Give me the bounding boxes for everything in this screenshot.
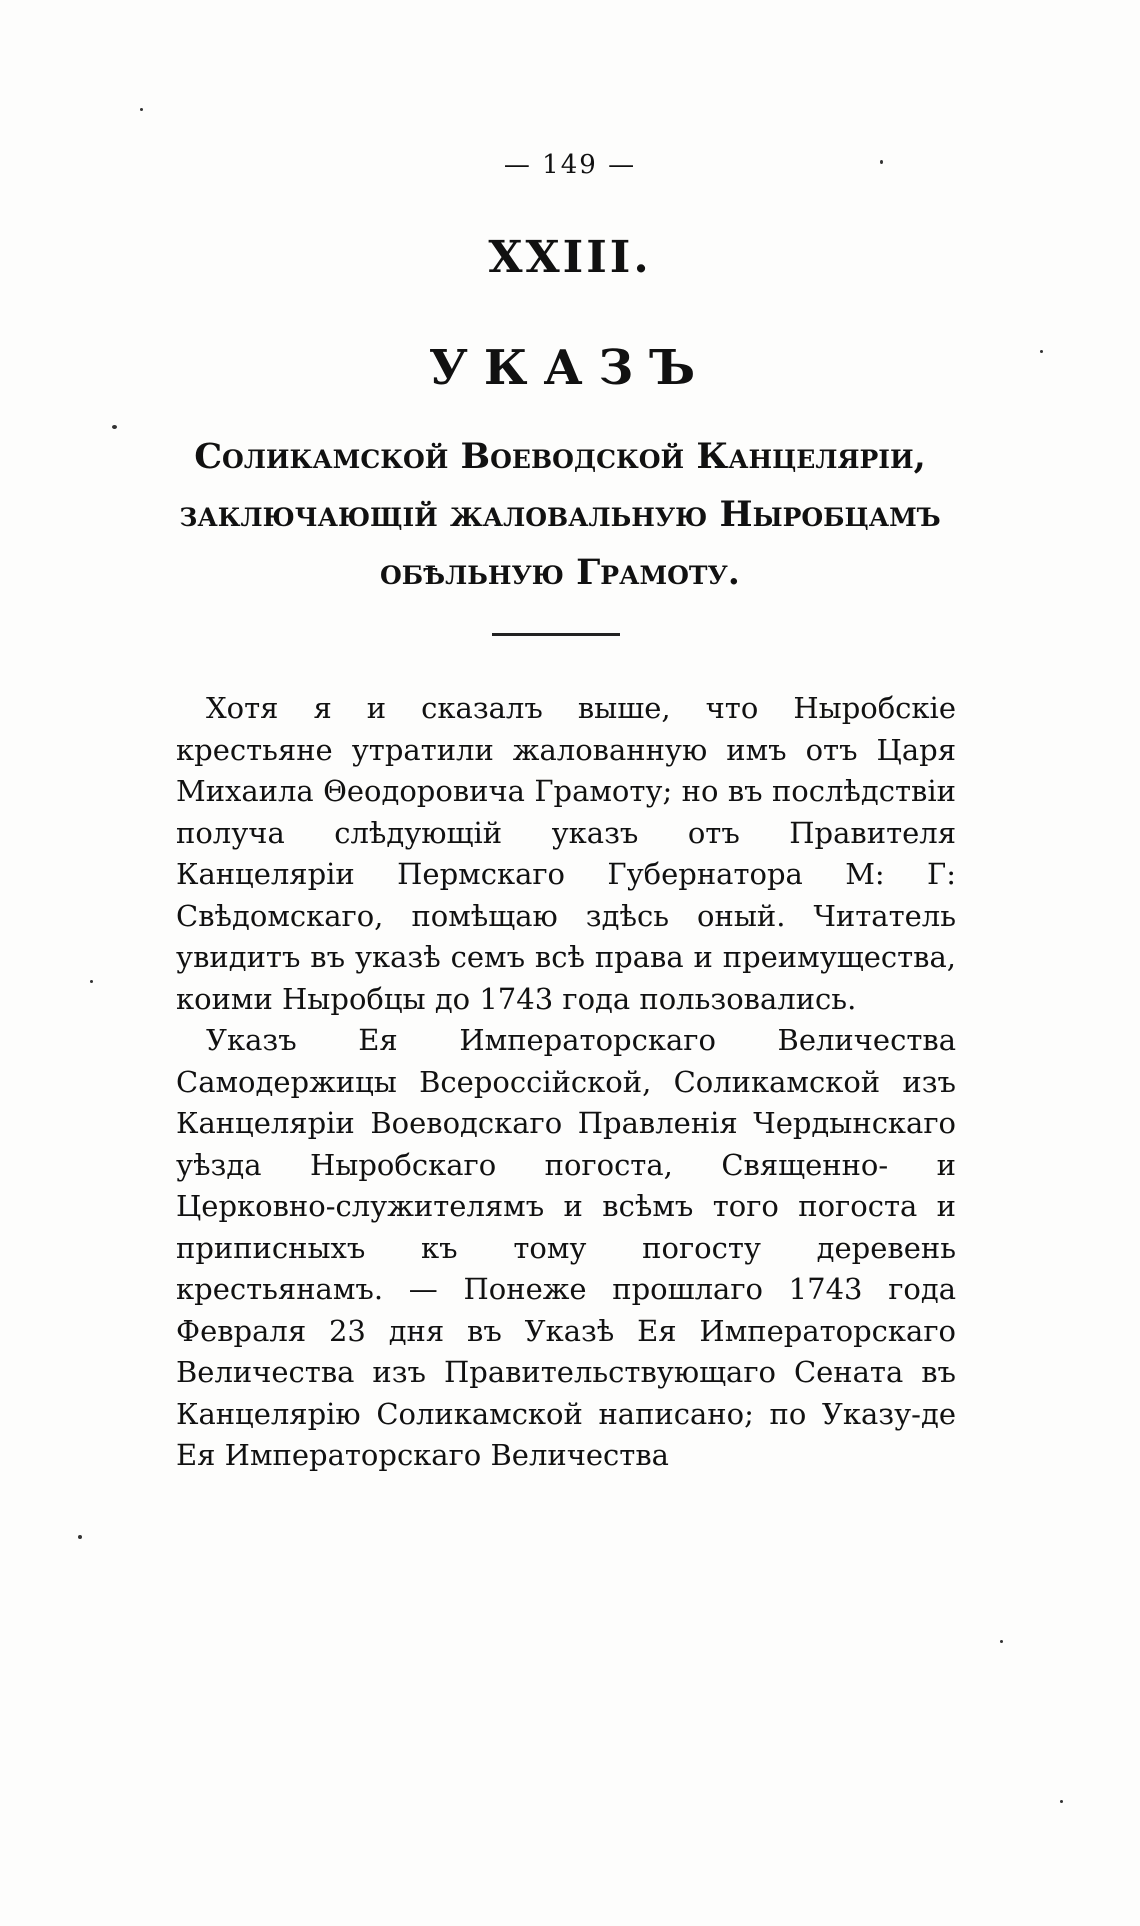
scan-speck [140,108,143,111]
section-divider [492,633,620,636]
chapter-number: XXIII. [488,232,652,283]
document-title: УКАЗЪ [428,340,712,396]
scan-speck [1000,1640,1003,1643]
scan-speck [78,1535,82,1539]
scan-speck [112,425,117,429]
scan-speck [1040,350,1043,353]
scan-speck [1060,1800,1063,1803]
scan-speck [90,980,93,983]
paragraph: Хотя я и сказалъ выше, что Ныробскiе крестьяне утратили жалованную имъ отъ Царя Михаила Θеодоровича Грамоту; но въ послѣдствiи получа слѣдующiй указъ отъ Правителя Канцелярiи Пермскаго Губернатора М: Г: Свѣдомскаго, помѣщаю здѣсь оный. Читатель увидитъ въ указѣ семъ всѣ права и преимущества, коими Ныробцы до 1743 года пользовались. [176,691,956,1016]
document-subtitle: Соликамской Воеводской Канцелярiи, заключающiй жаловальную Ныробцамъ обѣльную Грамоту. [179,436,941,593]
page-number: — 149 — [503,150,637,180]
body-text [176,688,956,1477]
scan-speck [880,160,883,164]
paragraph: Указъ Ея Императорскаго Величества Самодержицы Всероссiйской, Соликамской изъ Канцелярiи Воеводскаго Правленiя Чердынскаго уѣзда Ныробскаго погоста, Священно- и Церковно-служителямъ и всѣмъ того погоста и приписныхъ къ тому погосту деревень крестьянамъ. — Понеже прошлаго 1743 года Февраля 23 дня въ Указѣ Ея Императорскаго Величества изъ Правительствующаго Сената въ Канцелярiю Соликамской написано; по Указу-де Ея Императорскаго Величества [176,1023,956,1472]
